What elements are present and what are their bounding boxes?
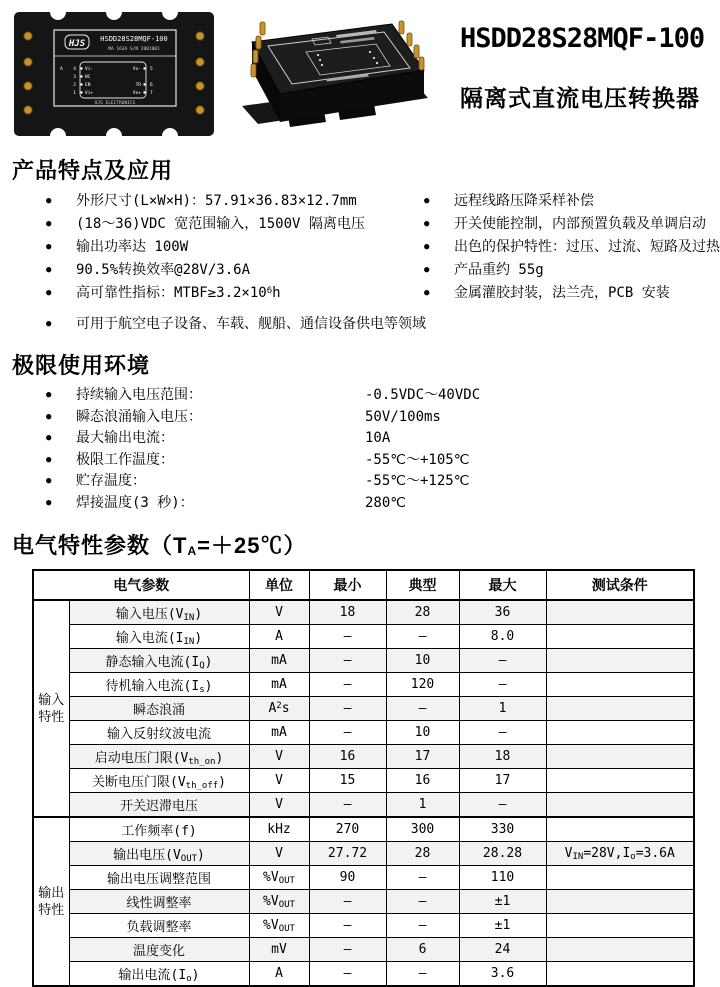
typ-cell: —: [386, 962, 459, 987]
list-item: [36, 214, 378, 237]
max-cell: —: [459, 793, 546, 818]
limit-value: -55℃～+125℃: [365, 473, 470, 489]
typ-cell: —: [386, 914, 459, 938]
min-cell: 16: [309, 745, 386, 769]
min-cell: —: [309, 890, 386, 914]
features-heading: 产品特点及应用: [12, 158, 174, 183]
col-header-parameter: 电气参数: [33, 570, 249, 600]
condition-cell: [546, 866, 694, 890]
feature-text: 出色的保护特性：过压、过流、短路及过热: [454, 239, 720, 255]
bullet-icon: ●: [46, 319, 52, 329]
module-label-model: HSDD28S28MQF-100: [100, 35, 168, 43]
svg-text:6: 6: [150, 83, 153, 88]
condition-cell: [546, 721, 694, 745]
condition-cell: [546, 745, 694, 769]
param-name-cell: 工作频率(f): [69, 817, 249, 842]
feature-text: 开关使能控制，内部预置负载及单调启动: [454, 216, 706, 232]
param-name-cell: 输出电流$(I_o)$: [69, 962, 249, 987]
param-name-cell: 开关迟滞电压: [69, 793, 249, 818]
bullet-icon: ●: [46, 454, 52, 465]
bullet-icon: ●: [424, 288, 430, 298]
bullet-icon: ●: [46, 433, 52, 443]
min-cell: —: [309, 962, 386, 987]
svg-text:7: 7: [150, 91, 153, 96]
min-cell: —: [309, 649, 386, 673]
table-row: [33, 745, 694, 769]
col-header-typ: 典型: [386, 570, 459, 600]
svg-text:EN: EN: [85, 83, 91, 88]
unit-cell: mA: [249, 673, 309, 697]
bullet-icon: ●: [46, 242, 52, 252]
table-row: [33, 769, 694, 793]
min-cell: —: [309, 625, 386, 649]
limit-label: 贮存温度：: [76, 473, 146, 489]
list-item: [36, 408, 720, 430]
limit-label: 瞬态浪涌输入电压：: [76, 408, 202, 425]
typ-cell: 28: [386, 842, 459, 866]
param-name-cell: 输入电压$(V_{IN})$: [69, 600, 249, 625]
min-cell: —: [309, 721, 386, 745]
col-header-unit: 单位: [249, 570, 309, 600]
feature-text: 输出功率达 100W: [76, 239, 189, 255]
max-cell: ±1: [459, 914, 546, 938]
limit-label: 持续输入电压范围：: [76, 387, 202, 403]
feature-text: 可用于航空电子设备、车载、舰船、通信设备供电等领域: [76, 316, 426, 332]
table-row: [33, 842, 694, 866]
max-cell: —: [459, 649, 546, 673]
list-item: [414, 214, 720, 237]
max-cell: 1: [459, 697, 546, 721]
unit-cell: $\%V_{OUT}$: [249, 890, 309, 914]
brand-logo: HJS: [68, 39, 86, 49]
electrical-heading: 电气特性参数$(T_A=+25℃)$: [12, 533, 307, 558]
list-item: [36, 237, 378, 260]
condition-cell: [546, 793, 694, 818]
condition-cell: [546, 649, 694, 673]
condition-cell: [546, 938, 694, 962]
col-header-max: 最大: [459, 570, 546, 600]
unit-cell: $\%V_{OUT}$: [249, 866, 309, 890]
table-row: [33, 938, 694, 962]
features-columns: [0, 191, 720, 306]
limit-value: 280℃: [365, 494, 407, 511]
bullet-icon: ●: [46, 265, 52, 275]
table-row: [33, 962, 694, 987]
bullet-icon: ●: [424, 242, 430, 252]
table-header-row: [33, 570, 694, 600]
bullet-icon: ●: [424, 196, 430, 206]
electrical-parameters-table: [32, 569, 695, 987]
list-item: [36, 283, 378, 306]
condition-cell: [546, 600, 694, 625]
bullet-icon: ●: [46, 497, 52, 508]
typ-cell: 120: [386, 673, 459, 697]
unit-cell: V: [249, 745, 309, 769]
table-row: [33, 721, 694, 745]
max-cell: 36: [459, 600, 546, 625]
table-row: [33, 914, 694, 938]
svg-text:1: 1: [73, 91, 76, 96]
svg-text:Vo-: Vo-: [132, 67, 141, 72]
limit-label: 最大输出电流：: [76, 430, 174, 446]
unit-cell: $\%V_{OUT}$: [249, 914, 309, 938]
limit-value: -55℃～+105℃: [365, 451, 470, 468]
table-row: [33, 649, 694, 673]
unit-cell: mV: [249, 938, 309, 962]
svg-text:TR: TR: [135, 83, 141, 88]
param-name-cell: 输出电压$(V_{OUT})$: [69, 842, 249, 866]
polarity-marker: A: [60, 67, 63, 72]
unit-cell: V: [249, 600, 309, 625]
max-cell: 18: [459, 745, 546, 769]
list-item: [36, 429, 720, 451]
condition-cell: [546, 890, 694, 914]
min-cell: 270: [309, 817, 386, 842]
min-cell: —: [309, 938, 386, 962]
param-name-cell: 待机输入电流$(I_s)$: [69, 673, 249, 697]
param-name-cell: 启动电压门限$(V_{th\_on})$: [69, 745, 249, 769]
page-subtitle: 隔离式直流电压转换器: [460, 85, 700, 111]
max-cell: 8.0: [459, 625, 546, 649]
list-item: [36, 494, 720, 516]
typ-cell: 10: [386, 649, 459, 673]
svg-text:2: 2: [73, 83, 76, 88]
col-header-min: 最小: [309, 570, 386, 600]
unit-cell: mA: [249, 721, 309, 745]
list-item: [414, 191, 720, 214]
features-list-left: [0, 191, 378, 306]
max-cell: —: [459, 721, 546, 745]
unit-cell: V: [249, 793, 309, 818]
feature-text: 金属灌胶封装，法兰壳，PCB 安装: [454, 285, 670, 301]
max-cell: 17: [459, 769, 546, 793]
limits-heading: 极限使用环境: [12, 353, 151, 378]
feature-text: 90.5%转换效率@28V/3.6A: [76, 262, 251, 278]
group-cell: 输出 特性: [33, 817, 69, 986]
bullet-icon: ●: [424, 219, 430, 229]
table-row: [33, 600, 694, 625]
bullet-icon: ●: [46, 411, 52, 422]
col-header-condition: 测试条件: [546, 570, 694, 600]
min-cell: —: [309, 914, 386, 938]
table-row: [33, 625, 694, 649]
param-name-cell: 负载调整率: [69, 914, 249, 938]
param-name-cell: 温度变化: [69, 938, 249, 962]
feature-text: 高可靠性指标：$MTBF\ge 3.2\times 10^6h$: [76, 285, 281, 301]
condition-cell: $V_{IN}=28V,I_o=3.6A$: [546, 842, 694, 866]
condition-cell: [546, 962, 694, 987]
feature-text: 产品重约 55g: [454, 262, 544, 278]
min-cell: 15: [309, 769, 386, 793]
condition-cell: [546, 769, 694, 793]
list-item: [36, 451, 720, 473]
svg-text:5: 5: [150, 67, 153, 72]
page-title: HSDD28S28MQF-100: [460, 23, 705, 54]
unit-cell: $A^2s$: [249, 697, 309, 721]
list-item: [36, 386, 720, 408]
typ-cell: 300: [386, 817, 459, 842]
group-cell: 输入 特性: [33, 600, 69, 817]
svg-text:3: 3: [73, 75, 76, 80]
list-item: [414, 283, 720, 306]
unit-cell: V: [249, 842, 309, 866]
min-cell: 18: [309, 600, 386, 625]
table-row: [33, 890, 694, 914]
param-name-cell: 线性调整率: [69, 890, 249, 914]
unit-cell: mA: [249, 649, 309, 673]
features-list-right: [378, 191, 720, 306]
typ-cell: 17: [386, 745, 459, 769]
min-cell: 27.72: [309, 842, 386, 866]
param-name-cell: 输入反射纹波电流: [69, 721, 249, 745]
condition-cell: [546, 697, 694, 721]
condition-cell: [546, 817, 694, 842]
condition-cell: [546, 914, 694, 938]
param-name-cell: 静态输入电流$(I_Q)$: [69, 649, 249, 673]
condition-cell: [546, 625, 694, 649]
unit-cell: A: [249, 962, 309, 987]
list-item: [414, 237, 720, 260]
limit-label: 焊接温度(3 秒)：: [76, 494, 194, 511]
max-cell: 110: [459, 866, 546, 890]
module-label-footer: HJS ELECTRONICS: [94, 101, 136, 106]
table-row: [33, 697, 694, 721]
param-name-cell: 关断电压门限$(V_{th\_off})$: [69, 769, 249, 793]
svg-text:4: 4: [73, 67, 76, 72]
max-cell: 330: [459, 817, 546, 842]
min-cell: —: [309, 793, 386, 818]
max-cell: 24: [459, 938, 546, 962]
unit-cell: V: [249, 769, 309, 793]
limit-value: -0.5VDC～40VDC: [365, 387, 481, 403]
bullet-icon: ●: [46, 476, 52, 486]
limit-value: 10A: [365, 430, 391, 446]
table-row: [33, 793, 694, 818]
typ-cell: 6: [386, 938, 459, 962]
typ-cell: 10: [386, 721, 459, 745]
bullet-icon: ●: [46, 390, 52, 400]
typ-cell: 1: [386, 793, 459, 818]
max-cell: 28.28: [459, 842, 546, 866]
bullet-icon: ●: [46, 196, 52, 206]
unit-cell: A: [249, 625, 309, 649]
list-item: [36, 260, 378, 283]
limit-label: 极限工作温度：: [76, 451, 174, 468]
limit-value: 50V/100ms: [365, 408, 441, 425]
param-name-cell: 输出电压调整范围: [69, 866, 249, 890]
condition-cell: [546, 673, 694, 697]
max-cell: 3.6: [459, 962, 546, 987]
typ-cell: 28: [386, 600, 459, 625]
title-block: [460, 24, 720, 113]
limits-list: [0, 386, 720, 515]
param-name-cell: 瞬态浪涌: [69, 697, 249, 721]
features-list-bottom: [0, 314, 720, 337]
list-item: [36, 314, 720, 337]
typ-cell: 16: [386, 769, 459, 793]
svg-text:NC: NC: [85, 75, 91, 80]
typ-cell: —: [386, 890, 459, 914]
module-label-serial: MA 163A S/N 2001001: [108, 47, 160, 52]
min-cell: —: [309, 697, 386, 721]
feature-text: 远程线路压降采样补偿: [454, 193, 594, 209]
max-cell: ±1: [459, 890, 546, 914]
min-cell: 90: [309, 866, 386, 890]
svg-text:Vi-: Vi-: [85, 67, 94, 72]
bullet-icon: ●: [424, 265, 430, 275]
max-cell: —: [459, 673, 546, 697]
list-item: [414, 260, 720, 283]
min-cell: —: [309, 673, 386, 697]
hero-section: [0, 0, 720, 148]
table-row: [33, 817, 694, 842]
typ-cell: —: [386, 866, 459, 890]
product-photo-top-view: [8, 4, 220, 144]
unit-cell: kHz: [249, 817, 309, 842]
list-item: [36, 191, 378, 214]
table-row: [33, 673, 694, 697]
table-row: [33, 866, 694, 890]
typ-cell: —: [386, 625, 459, 649]
svg-text:Vo+: Vo+: [132, 91, 141, 96]
feature-text: 外形尺寸(L×W×H)：57.91×36.83×12.7mm: [76, 193, 357, 209]
list-item: [36, 472, 720, 494]
param-name-cell: 输入电流$(I_{IN})$: [69, 625, 249, 649]
bullet-icon: ●: [46, 219, 52, 229]
bullet-icon: ●: [46, 288, 52, 298]
svg-text:Vi+: Vi+: [85, 91, 94, 96]
typ-cell: —: [386, 697, 459, 721]
feature-text: (18～36)VDC 宽范围输入，1500V 隔离电压: [76, 216, 365, 232]
product-photo-3d-view: [228, 8, 433, 136]
